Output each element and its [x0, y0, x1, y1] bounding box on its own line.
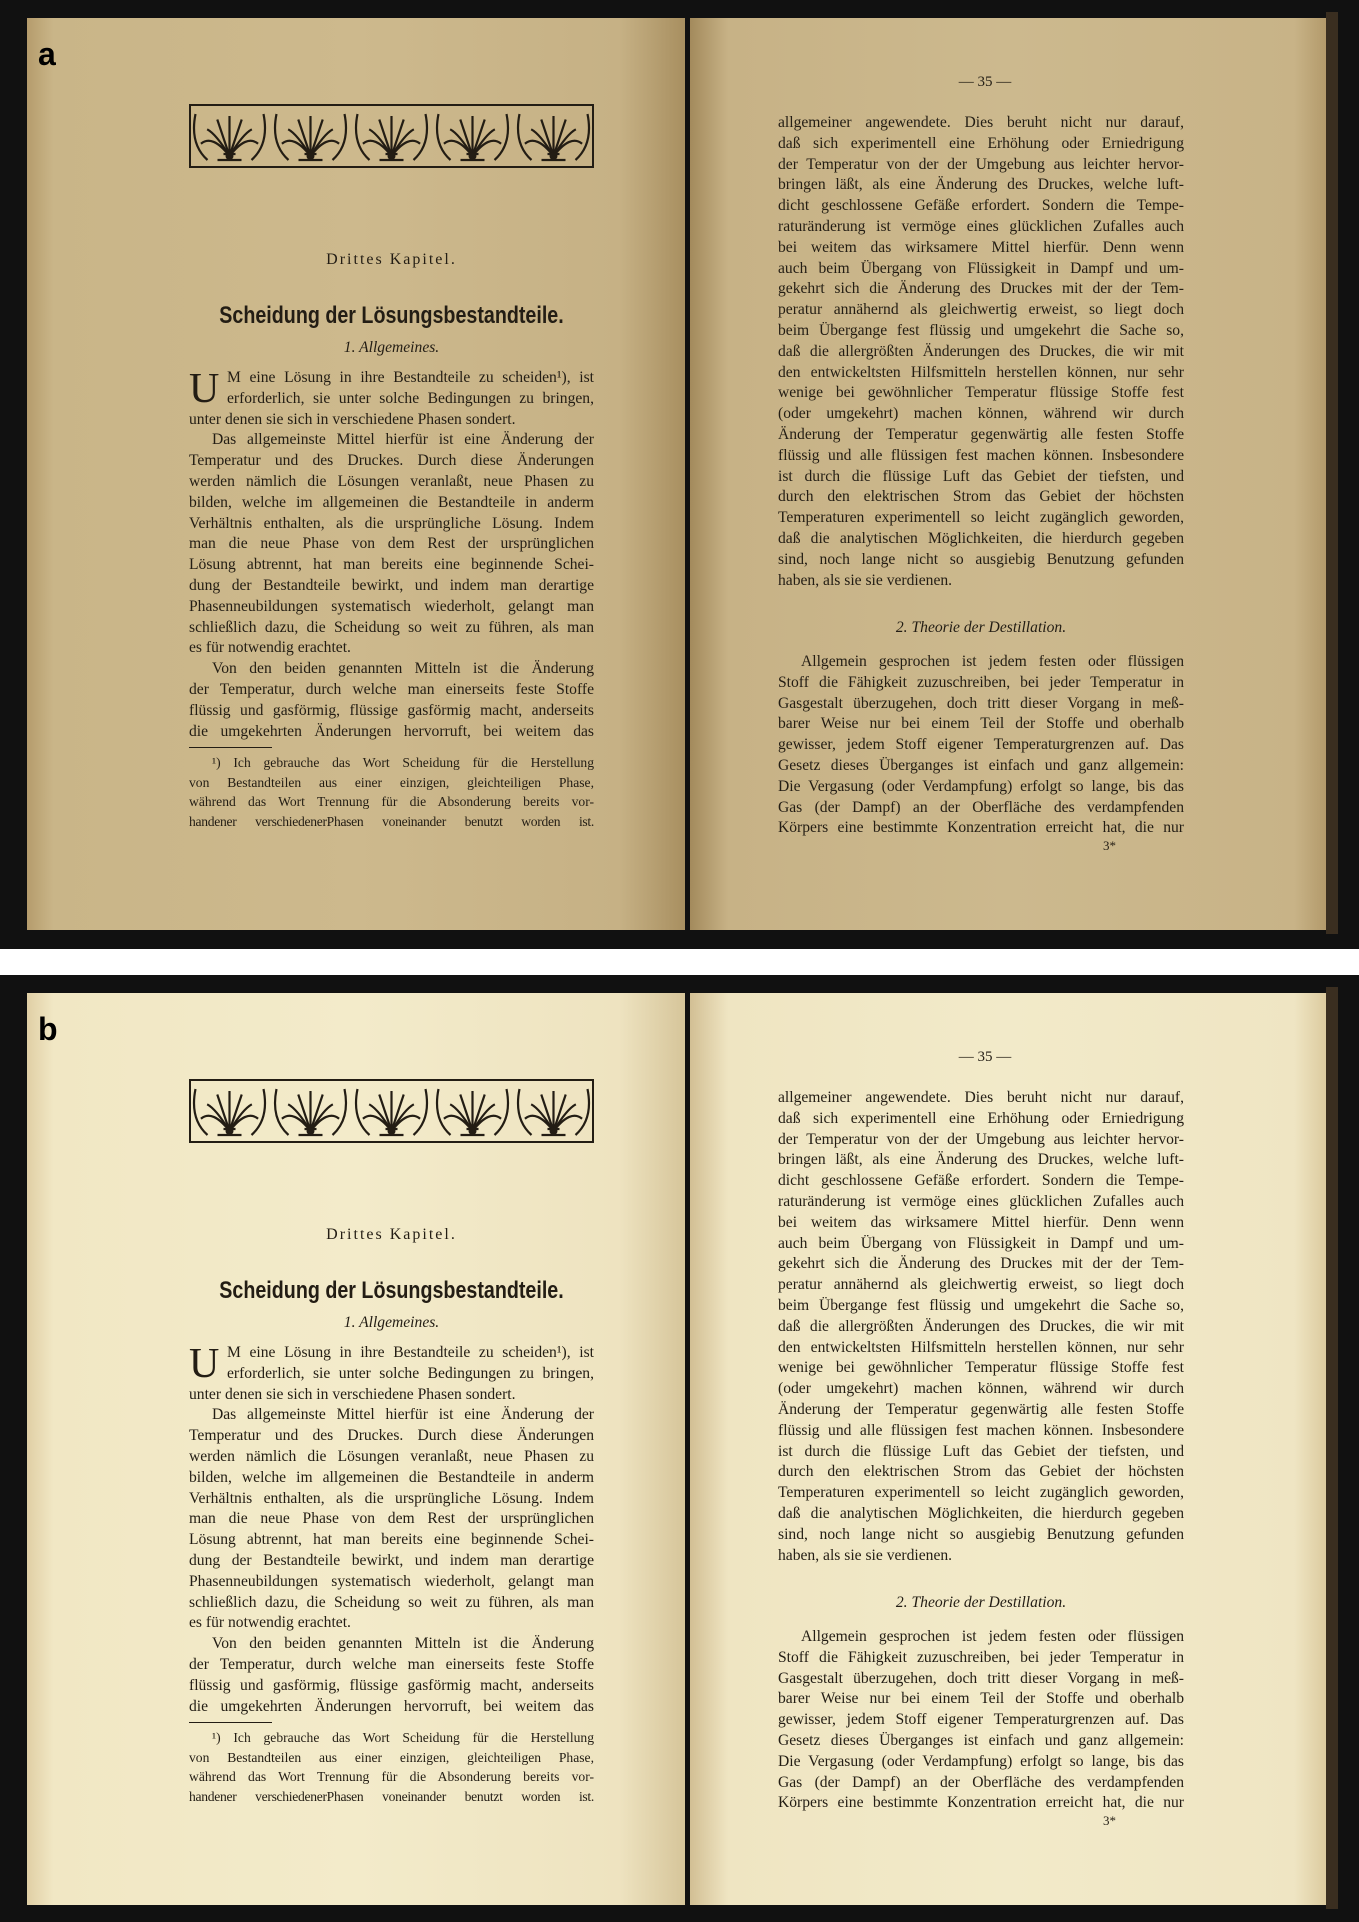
text-line: Phasenneubildungen systematisch wiederholt, gelangt man — [189, 597, 594, 615]
text-line: Verhältnis enthalten, als die ursprüngliche Lösung. Indem — [189, 514, 594, 532]
text-line: auch beim Übergang von Flüssigkeit in Dampf und um- — [778, 259, 1184, 277]
panel-label: b — [38, 1011, 58, 1047]
text-line: beim Übergange fest flüssig und umgekehrt die Sache so, — [778, 1296, 1184, 1314]
text-line: Temperatur und des Druckes. Durch diese Änderungen — [189, 1427, 594, 1445]
footnote-line: von Bestandteilen aus einer einzigen, gleichteiligen Phase, — [189, 1749, 594, 1765]
text-line: bilden, welche im allgemeinen die Bestandteile in anderm — [189, 1468, 594, 1486]
text-line: der Temperatur von der der Umgebung aus leichter hervor- — [778, 1130, 1184, 1148]
text-line: schließlich dazu, die Scheidung so weit zu führen, als man — [189, 618, 594, 636]
text-line: durch den elektrischen Strom das Gebiet der höchsten — [778, 1463, 1184, 1481]
text-line: peratur annähernd als gleichwertig erweist, so liegt doch — [778, 1276, 1184, 1294]
section-heading: 1. Allgemeines. — [343, 1314, 440, 1331]
text-line: gewisser, jedem Stoff eigener Temperaturgrenzen auf. Das — [778, 736, 1184, 754]
text-line: Verhältnis enthalten, als die ursprüngliche Lösung. Indem — [189, 1489, 594, 1507]
text-line: Allgemein gesprochen ist jedem festen oder flüssigen — [801, 1628, 1184, 1645]
text-line: Körpers eine bestimmte Konzentration erreicht hat, die nur — [778, 1794, 1184, 1812]
text-line: barer Weise nur bei einem Teil der Stoffe und oberhalb — [778, 1690, 1184, 1708]
text-line: Änderung der Temperatur gegenwärtig alle festen Stoffe — [778, 425, 1184, 443]
text-line: Gasgestalt überzugehen, doch tritt dieser Vorgang in meß- — [778, 1669, 1184, 1687]
text-line: dicht geschlossene Gefäße erfordert. Sondern die Tempe- — [778, 197, 1184, 215]
text-line: (oder umgekehrt) machen können, während wir durch — [778, 1380, 1184, 1398]
text-line: allgemeiner angewendete. Dies beruht nicht nur darauf, — [778, 1089, 1184, 1106]
text-line: gekehrt sich die Änderung des Druckes mit der der Tem- — [778, 280, 1184, 298]
right-body-text-bottom — [778, 1627, 1184, 1814]
text-line: wenige bei gewöhnlicher Temperatur flüssige Stoffe fest — [778, 1359, 1184, 1377]
text-line: erforderlich, sie unter solche Bedingungen zu bringen, — [227, 389, 594, 407]
chapter-title: Scheidung der Lösungsbestandteile. — [219, 302, 564, 329]
text-line: Gesetz dieses Überganges ist einfach und ganz allgemein: — [778, 1731, 1184, 1749]
footnote-line: während das Wort Trennung für die Absonderung bereits vor- — [189, 794, 594, 810]
text-line: flüssig und alle flüssigen fest machen können. Insbesondere — [778, 446, 1184, 464]
text-line: schließlich dazu, die Scheidung so weit zu führen, als man — [189, 1593, 594, 1611]
text-line: barer Weise nur bei einem Teil der Stoffe und oberhalb — [778, 715, 1184, 733]
text-line: beim Übergange fest flüssig und umgekehrt die Sache so, — [778, 321, 1184, 339]
book-edge — [1326, 12, 1338, 934]
text-line: Allgemein gesprochen ist jedem festen oder flüssigen — [801, 653, 1184, 670]
text-line: haben, als sie sie verdienen. — [778, 1546, 953, 1564]
text-line: sind, noch lange nicht so ausgiebig Benutzung gefunden — [778, 1525, 1184, 1543]
text-line: bringen läßt, als eine Änderung des Druckes, welche luft- — [778, 176, 1184, 194]
page-number: — 35 — — [958, 74, 1012, 90]
text-line: Lösung abtrennt, hat man bereits eine beginnende Schei- — [189, 1531, 594, 1549]
drop-cap: U — [189, 1345, 220, 1383]
text-line: Temperaturen experimentell so leicht zugänglich geworden, — [778, 509, 1184, 527]
text-line: Lösung abtrennt, hat man bereits eine beginnende Schei- — [189, 556, 594, 574]
text-line: flüssig und alle flüssigen fest machen können. Insbesondere — [778, 1421, 1184, 1439]
text-line: gekehrt sich die Änderung des Druckes mit der der Tem- — [778, 1255, 1184, 1273]
footnote-rule — [189, 747, 272, 748]
footnote-line: ¹) Ich gebrauche das Wort Scheidung für die Herstellung — [212, 755, 594, 770]
text-line: Das allgemeinste Mittel hierfür ist eine Änderung der — [212, 1406, 594, 1424]
left-body-text — [189, 368, 594, 742]
text-line: Von den beiden genannten Mitteln ist die Änderung — [212, 660, 594, 678]
text-line: gewisser, jedem Stoff eigener Temperaturgrenzen auf. Das — [778, 1711, 1184, 1729]
right-body-text-bottom — [778, 652, 1184, 839]
right-body-text-top — [778, 1088, 1184, 1566]
text-line: die umgekehrten Änderungen hervorruft, bei weitem das — [189, 1697, 594, 1715]
text-line: daß sich experimentell eine Erhöhung oder Erniedrigung — [778, 1109, 1184, 1127]
signature-mark: 3* — [1103, 838, 1116, 853]
text-line: (oder umgekehrt) machen können, während wir durch — [778, 405, 1184, 423]
text-line: Die Vergasung (oder Verdampfung) erfolgt so lange, bis das — [778, 777, 1184, 795]
text-line: die umgekehrten Änderungen hervorruft, bei weitem das — [189, 722, 594, 740]
page-number: — 35 — — [958, 1049, 1012, 1065]
text-line: es für notwendig erachtet. — [189, 1614, 351, 1632]
text-line: raturänderung ist vermöge eines glücklichen Zufalles auch — [778, 217, 1184, 235]
text-line: bringen läßt, als eine Änderung des Druckes, welche luft- — [778, 1151, 1184, 1169]
text-line: Gasgestalt überzugehen, doch tritt dieser Vorgang in meß- — [778, 694, 1184, 712]
text-line: bilden, welche im allgemeinen die Bestandteile in anderm — [189, 493, 594, 511]
right-body-text-top — [778, 113, 1184, 591]
text-line: Die Vergasung (oder Verdampfung) erfolgt so lange, bis das — [778, 1752, 1184, 1770]
text-line: flüssig und gasförmig, flüssige gasförmig macht, anderseits — [189, 701, 594, 719]
panel-b — [0, 975, 1359, 1922]
text-line: werden nämlich die Lösungen veranlaßt, neue Phasen zu — [189, 1447, 594, 1465]
text-line: allgemeiner angewendete. Dies beruht nicht nur darauf, — [778, 114, 1184, 131]
footnote-line: ¹) Ich gebrauche das Wort Scheidung für die Herstellung — [212, 1730, 594, 1745]
footnote-line: handener verschiedenerPhasen voneinander benutzt worden ist. — [189, 1788, 594, 1804]
text-line: der Temperatur, durch welche man einerseits feste Stoffe — [189, 680, 594, 698]
text-line: bei weitem das wirksamere Mittel hierfür. Denn wenn — [778, 238, 1184, 256]
text-line: Stoff die Fähigkeit zuzuschreiben, bei jeder Temperatur in — [778, 1648, 1184, 1666]
footnote-line: von Bestandteilen aus einer einzigen, gleichteiligen Phase, — [189, 774, 594, 790]
text-line: flüssig und gasförmig, flüssige gasförmig macht, anderseits — [189, 1676, 594, 1694]
chapter-label: Drittes Kapitel. — [326, 1226, 457, 1243]
text-line: daß die analytischen Möglichkeiten, die hierdurch gegeben — [778, 1504, 1184, 1522]
text-line: Gas (der Dampf) an der Oberfläche des verdampfenden — [778, 798, 1184, 816]
footnote — [189, 1728, 594, 1806]
text-line: man die neue Phase von dem Rest der ursprünglichen — [189, 535, 594, 553]
panel-label: a — [38, 36, 56, 72]
signature-mark: 3* — [1103, 1813, 1116, 1828]
text-line: werden nämlich die Lösungen veranlaßt, neue Phasen zu — [189, 472, 594, 490]
text-line: daß die analytischen Möglichkeiten, die hierdurch gegeben — [778, 529, 1184, 547]
chapter-title: Scheidung der Lösungsbestandteile. — [219, 1277, 564, 1304]
text-line: Körpers eine bestimmte Konzentration erreicht hat, die nur — [778, 819, 1184, 837]
text-line: durch den elektrischen Strom das Gebiet der höchsten — [778, 488, 1184, 506]
text-line: der Temperatur, durch welche man einerseits feste Stoffe — [189, 1655, 594, 1673]
chapter-label: Drittes Kapitel. — [326, 251, 457, 268]
section-heading: 2. Theorie der Destillation. — [895, 1594, 1067, 1611]
ornament-frieze-icon — [189, 104, 594, 168]
text-line: man die neue Phase von dem Rest der ursprünglichen — [189, 1510, 594, 1528]
text-line: unter denen sie sich in verschiedene Phasen sondert. — [189, 410, 516, 428]
text-line: daß die allergrößten Änderungen des Druckes, die wir mit — [778, 342, 1184, 360]
text-line: dung der Bestandteile bewirkt, und indem man derartige — [189, 1551, 594, 1569]
text-line: wenige bei gewöhnlicher Temperatur flüssige Stoffe fest — [778, 384, 1184, 402]
text-line: haben, als sie sie verdienen. — [778, 571, 953, 589]
text-line: ist durch die flüssige Luft das Gebiet der tiefsten, und — [778, 467, 1184, 485]
text-line: Das allgemeinste Mittel hierfür ist eine Änderung der — [212, 431, 594, 449]
text-line: erforderlich, sie unter solche Bedingungen zu bringen, — [227, 1364, 594, 1382]
panel-a — [0, 0, 1359, 949]
text-line: raturänderung ist vermöge eines glücklichen Zufalles auch — [778, 1192, 1184, 1210]
text-line: Temperatur und des Druckes. Durch diese Änderungen — [189, 452, 594, 470]
text-line: auch beim Übergang von Flüssigkeit in Dampf und um- — [778, 1234, 1184, 1252]
text-line: Änderung der Temperatur gegenwärtig alle festen Stoffe — [778, 1400, 1184, 1418]
text-line: peratur annähernd als gleichwertig erweist, so liegt doch — [778, 301, 1184, 319]
text-line: Gesetz dieses Überganges ist einfach und ganz allgemein: — [778, 756, 1184, 774]
text-line: es für notwendig erachtet. — [189, 639, 351, 657]
text-line: Von den beiden genannten Mitteln ist die Änderung — [212, 1635, 594, 1653]
text-line: daß die allergrößten Änderungen des Druckes, die wir mit — [778, 1317, 1184, 1335]
footnote — [189, 753, 594, 831]
text-line: den entwickeltsten Hilfsmitteln herstellen können, nur sehr — [778, 1338, 1184, 1356]
text-line: bei weitem das wirksamere Mittel hierfür. Denn wenn — [778, 1213, 1184, 1231]
text-line: dung der Bestandteile bewirkt, und indem man derartige — [189, 576, 594, 594]
left-body-text — [189, 1343, 594, 1717]
text-line: Temperaturen experimentell so leicht zugänglich geworden, — [778, 1484, 1184, 1502]
section-heading: 2. Theorie der Destillation. — [895, 619, 1067, 636]
text-line: Phasenneubildungen systematisch wiederholt, gelangt man — [189, 1572, 594, 1590]
text-line: M eine Lösung in ihre Bestandteile zu scheiden¹), ist — [227, 369, 594, 386]
text-line: unter denen sie sich in verschiedene Phasen sondert. — [189, 1385, 516, 1403]
text-line: Stoff die Fähigkeit zuzuschreiben, bei jeder Temperatur in — [778, 673, 1184, 691]
ornament-frieze-icon — [189, 1079, 594, 1143]
text-line: dicht geschlossene Gefäße erfordert. Sondern die Tempe- — [778, 1172, 1184, 1190]
footnote-line: während das Wort Trennung für die Absonderung bereits vor- — [189, 1769, 594, 1785]
footnote-line: handener verschiedenerPhasen voneinander benutzt worden ist. — [189, 813, 594, 829]
text-line: der Temperatur von der der Umgebung aus leichter hervor- — [778, 155, 1184, 173]
text-line: den entwickeltsten Hilfsmitteln herstellen können, nur sehr — [778, 363, 1184, 381]
book-edge — [1326, 987, 1338, 1909]
text-line: Gas (der Dampf) an der Oberfläche des verdampfenden — [778, 1773, 1184, 1791]
text-line: ist durch die flüssige Luft das Gebiet der tiefsten, und — [778, 1442, 1184, 1460]
drop-cap: U — [189, 370, 220, 408]
text-line: M eine Lösung in ihre Bestandteile zu scheiden¹), ist — [227, 1344, 594, 1361]
text-line: sind, noch lange nicht so ausgiebig Benutzung gefunden — [778, 550, 1184, 568]
section-heading: 1. Allgemeines. — [343, 339, 440, 356]
text-line: daß sich experimentell eine Erhöhung oder Erniedrigung — [778, 134, 1184, 152]
footnote-rule — [189, 1722, 272, 1723]
